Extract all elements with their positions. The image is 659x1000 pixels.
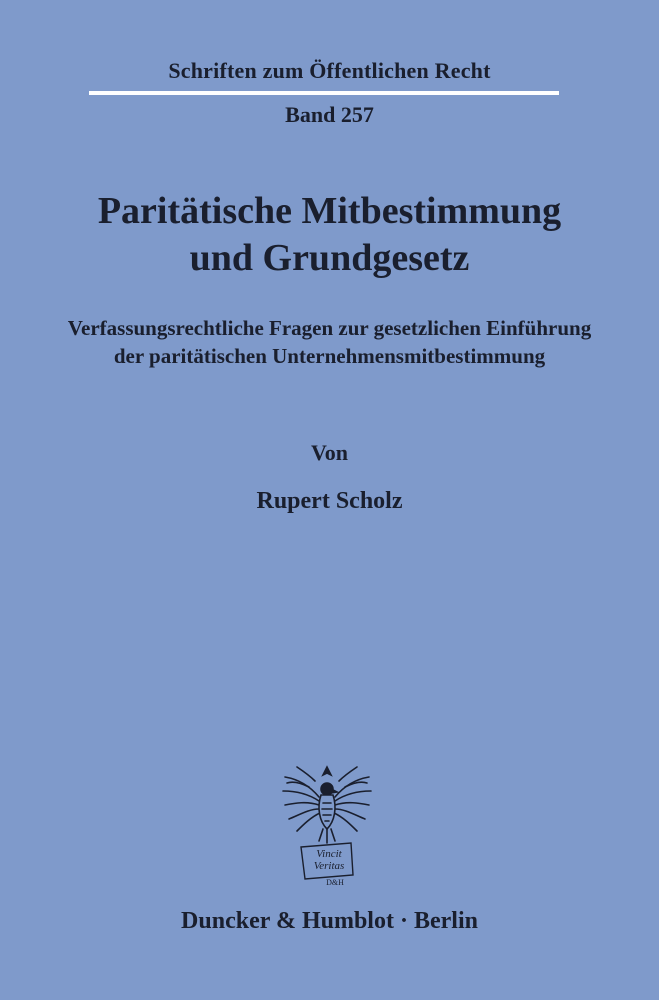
publisher-name: Duncker & Humblot · Berlin: [181, 908, 478, 934]
eagle-emblem-icon: [279, 763, 375, 889]
logo-motto-line-2: Veritas: [313, 860, 345, 872]
subtitle-line-2: der paritätischen Unternehmensmitbestimmung: [113, 344, 546, 368]
logo-initials: D&H: [326, 878, 344, 887]
book-title: [40, 188, 619, 282]
volume-number: Band 257: [285, 102, 374, 127]
series-title: Schriften zum Öffentlichen Recht: [168, 58, 491, 83]
book-subtitle: [30, 314, 629, 370]
title-line-2: und Grundgesetz: [189, 237, 470, 279]
divider-rule: [89, 91, 559, 95]
title-line-1: Paritätische Mitbestimmung: [97, 190, 562, 232]
subtitle-line-1: Verfassungsrechtliche Fragen zur gesetzlichen Einführung: [67, 316, 592, 340]
logo-motto-line-1: Vincit: [316, 848, 342, 860]
author-name: Rupert Scholz: [256, 488, 403, 514]
by-label: Von: [310, 440, 349, 465]
